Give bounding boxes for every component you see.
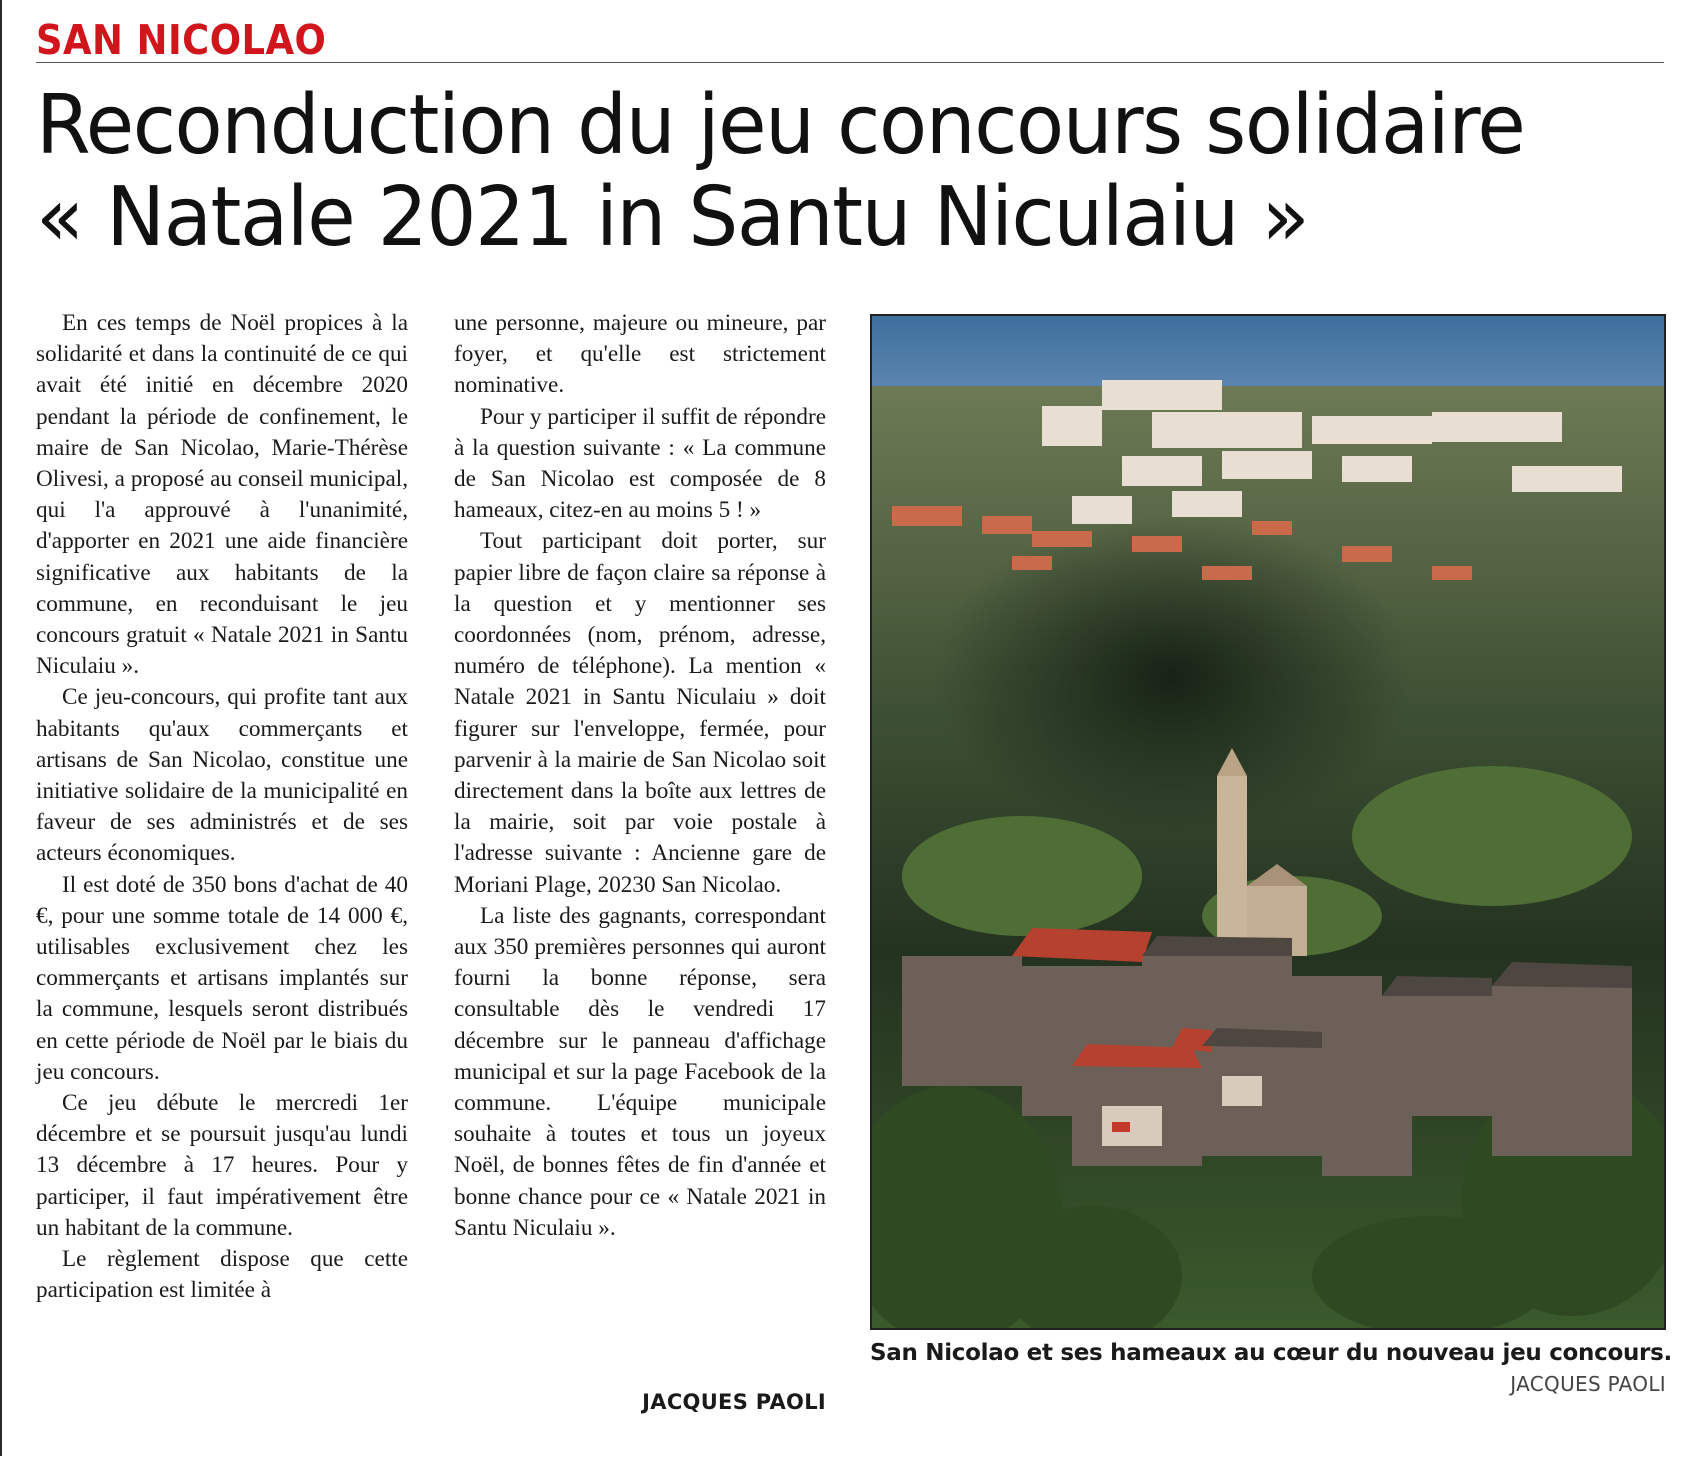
village-photo	[870, 314, 1666, 1330]
section-rubric: SAN NICOLAO	[36, 16, 327, 64]
photo-caption: San Nicolao et ses hameaux au cœur du nouveau jeu concours.	[870, 1340, 1672, 1366]
paragraph: Ce jeu débute le mercredi 1er décembre et se poursuit jusqu'au lundi 13 décembre à 17 heures. Pour y participer, il faut impérativement être un habitant de la commune.	[36, 1090, 408, 1241]
paragraph: En ces temps de Noël propices à la solidarité et dans la continuité de ce qui avait été initié en décembre 2020 pendant la période de confinement, le maire de San Nicolao, Marie-Thérèse Olivesi, a proposé au conseil municipal, qui l'a approuvé à l'unanimité, d'apporter en 2021 une aide financière significative aux habitants de la commune, en reconduisant le jeu concours gratuit « Natale 2021 in Santu Niculaiu ».	[36, 310, 408, 680]
paragraph-continuation: une personne, majeure ou mineure, par foyer, et qu'elle est strictement nominative.	[454, 310, 826, 399]
headline	[36, 80, 1610, 264]
headline-line-1: Reconduction du jeu concours solidaire	[36, 78, 1525, 173]
paragraph: Pour y participer il suffit de répondre à la question suivante : « La commune de San Nicolao est composée de 8 hameaux, citez-en au moins 5 ! »	[454, 403, 826, 524]
article-column-2	[454, 308, 826, 1244]
paragraph: Tout participant doit porter, sur papier libre de façon claire sa réponse à la question et y mentionner ses coordonnées (nom, prénom, adresse, numéro de téléphone). La mention « Natale 2021 in Santu Niculaiu » doit figurer sur l'enveloppe, fermée, pour parvenir à la mairie de San Nicolao soit directement dans la boîte aux lettres de la mairie, soit par voie postale à l'adresse suivante : Ancienne gare de Moriani Plage, 20230 San Nicolao.	[454, 528, 826, 898]
paragraph: Il est doté de 350 bons d'achat de 40 €, pour une somme totale de 14 000 €, utilisables exclusivement chez les commerçants et artisans implantés sur la commune, lesquels seront distribués en cette période de Noël par le biais du jeu concours.	[36, 871, 408, 1085]
paragraph: La liste des gagnants, correspondant aux 350 premières personnes qui auront fourni la bonne réponse, sera consultable dès le vendredi 17 décembre sur le panneau d'affichage municipal et sur la page Facebook de la commune. L'équipe municipale souhaite à toutes et tous un joyeux Noël, de bonnes fêtes de fin d'année et bonne chance pour ce « Natale 2021 in Santu Niculaiu ».	[454, 902, 826, 1241]
paragraph: Le règlement dispose que cette participation est limitée à	[36, 1246, 408, 1304]
headline-line-2: « Natale 2021 in Santu Niculaiu »	[36, 170, 1309, 265]
article-byline: JACQUES PAOLI	[642, 1390, 826, 1414]
photo-credit: JACQUES PAOLI	[1510, 1372, 1666, 1396]
article-column-1	[36, 308, 408, 1307]
paragraph: Ce jeu-concours, qui profite tant aux habitants qu'aux commerçants et artisans de San Nicolao, constitue une initiative solidaire de la municipalité en faveur de ses administrés et de ses acteurs économiques.	[36, 684, 408, 867]
rubric-divider	[36, 62, 1664, 63]
